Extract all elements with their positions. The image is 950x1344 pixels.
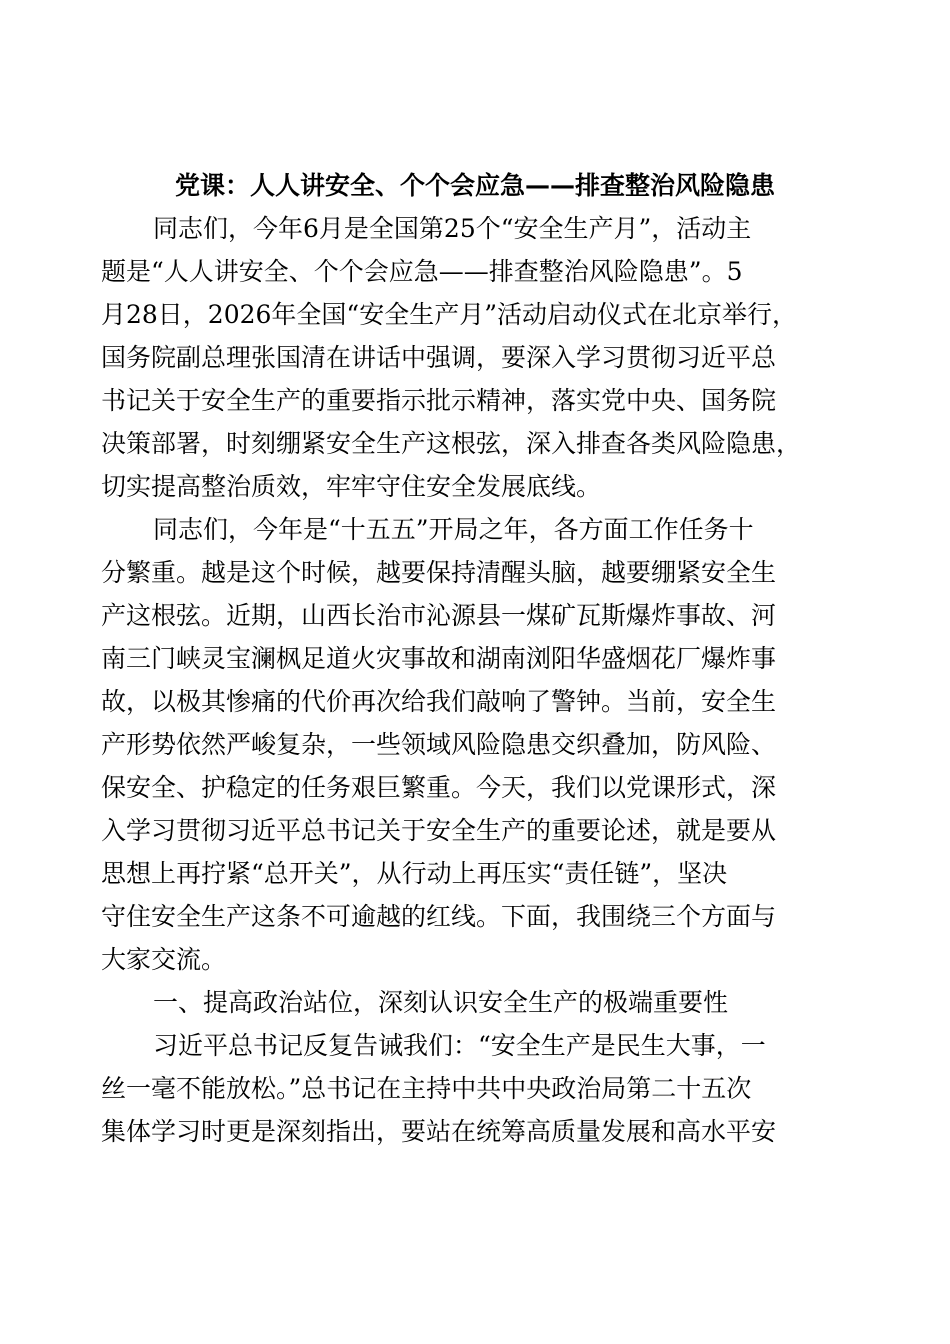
paragraph-line: 保安全、护稳定的任务艰巨繁重。今天，我们以党课形式，深 (101, 773, 777, 802)
paragraph-line: 月28日，2026年全国“安全生产月”活动启动仪式在北京举行， (101, 300, 797, 329)
paragraph-line: 故，以极其惨痛的代价再次给我们敲响了警钟。当前，安全生 (101, 687, 777, 716)
paragraph-line: 同志们，今年是“十五五”开局之年，各方面工作任务十 (153, 515, 754, 544)
paragraph-line: 切实提高整治质效，牢牢守住安全发展底线。 (101, 472, 602, 501)
section-heading: 一、提高政治站位，深刻认识安全生产的极端重要性 (153, 988, 729, 1017)
paragraph-line: 决策部署，时刻绷紧安全生产这根弦，深入排查各类风险隐患， (101, 429, 802, 458)
paragraph-line: 产形势依然严峻复杂，一些领域风险隐患交织叠加，防风险、 (101, 730, 777, 759)
document-title: 党课：人人讲安全、个个会应急——排查整治风险隐患 (174, 171, 775, 200)
paragraph-line: 分繁重。越是这个时候，越要保持清醒头脑，越要绷紧安全生 (101, 558, 777, 587)
paragraph-line: 丝一毫不能放松。”总书记在主持中共中央政治局第二十五次 (101, 1074, 752, 1103)
paragraph-line: 守住安全生产这条不可逾越的红线。下面，我围绕三个方面与 (101, 902, 777, 931)
paragraph-line: 题是“人人讲安全、个个会应急——排查整治风险隐患”。5 (101, 257, 743, 286)
paragraph-line: 思想上再拧紧“总开关”，从行动上再压实“责任链”，坚决 (101, 859, 728, 888)
paragraph-line: 大家交流。 (101, 945, 227, 974)
paragraph-line: 习近平总书记反复告诫我们：“安全生产是民生大事，一 (153, 1031, 766, 1060)
paragraph-line: 书记关于安全生产的重要指示批示精神，落实党中央、国务院 (101, 386, 777, 415)
paragraph-line: 入学习贯彻习近平总书记关于安全生产的重要论述，就是要从 (101, 816, 777, 845)
paragraph-line: 产这根弦。近期，山西长治市沁源县一煤矿瓦斯爆炸事故、河 (101, 601, 777, 630)
paragraph-line: 同志们，今年6月是全国第25个“安全生产月”，活动主 (153, 214, 752, 243)
paragraph-line: 集体学习时更是深刻指出，要站在统筹高质量发展和高水平安 (101, 1117, 777, 1146)
paragraph-line: 国务院副总理张国清在讲话中强调，要深入学习贯彻习近平总 (101, 343, 777, 372)
paragraph-line: 南三门峡灵宝澜枫足道火灾事故和湖南浏阳华盛烟花厂爆炸事 (101, 644, 777, 673)
